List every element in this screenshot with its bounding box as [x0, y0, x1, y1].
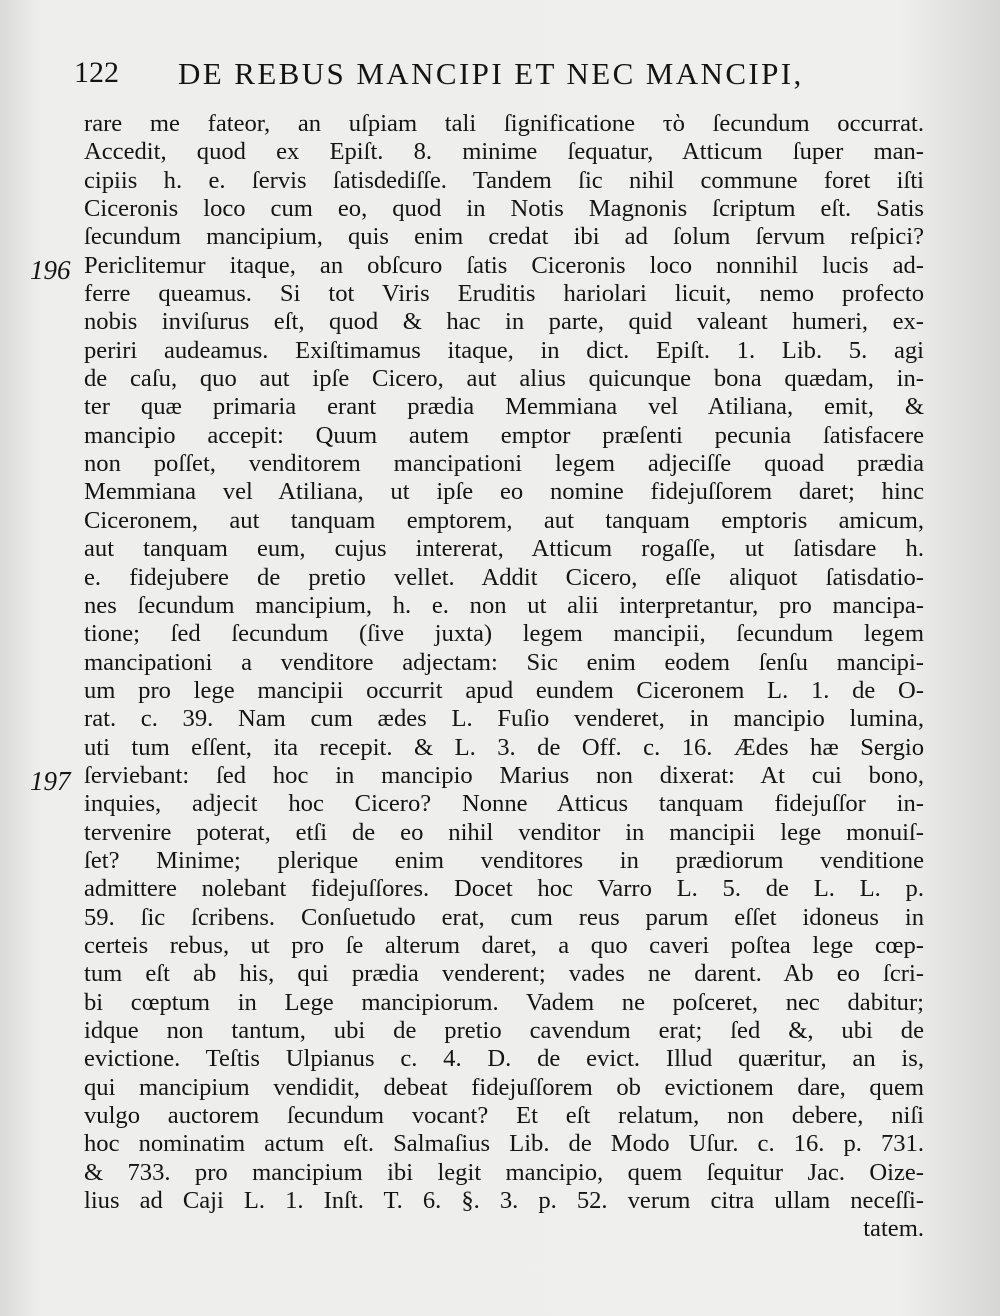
margin-number: 196 [30, 255, 71, 285]
text-line: hoc nominatim actum eſt. Salmaſius Lib. de Modo Uſur. c. 16. p. 731. [84, 1130, 924, 1158]
text-line: Memmiana vel Atiliana, ut ipſe eo nomine fidejuſſorem daret; hinc [84, 478, 924, 506]
text-line: ferre queamus. Si tot Viris Eruditis hariolari licuit, nemo profecto [84, 280, 924, 308]
margin-number: 197 [30, 766, 71, 796]
text-line: tatem. [863, 1215, 924, 1243]
text-line: nes ſecundum mancipium, h. e. non ut alii interpretantur, pro mancipa- [84, 591, 924, 619]
text-line: e. fidejubere de pretio vellet. Addit Cicero, eſſe aliquot ſatisdatio- [84, 563, 924, 591]
text-line: um pro lege mancipii occurrit apud eundem Ciceronem L. 1. de O- [84, 676, 924, 704]
text-line: nobis inviſurus eſt, quod & hac in parte, quid valeant humeri, ex- [84, 308, 924, 336]
text-line: lius ad Caji L. 1. Inſt. T. 6. §. 3. p. 52. verum citra ullam neceſſi- [84, 1187, 924, 1215]
text-line: tervenire poterat, etſi de eo nihil venditor in mancipii lege monuiſ- [84, 818, 924, 846]
text-line: rare me fateor, an uſpiam tali ſignificatione τὸ ſecundum occurrat. [84, 110, 924, 137]
text-line: vulgo auctorem ſecundum vocant? Et eſt relatum, non debere, niſi [84, 1102, 924, 1130]
text-line: ſecundum mancipium, quis enim credat ibi ad ſolum ſervum reſpici? [84, 223, 924, 251]
text-line: mancipio accepit: Quum autem emptor præſenti pecunia ſatisfacere [84, 421, 924, 449]
text-line: Accedit, quod ex Epiſt. 8. minime ſequatur, Atticum ſuper man- [84, 138, 924, 166]
text-line: & 733. pro mancipium ibi legit mancipio, quem ſequitur Jac. Oize- [84, 1158, 924, 1186]
text-line: uti tum eſſent, ita recepit. & L. 3. de Off. c. 16. Ædes hæ Sergio [84, 733, 924, 761]
text-line: Ciceronis loco cum eo, quod in Notis Magnonis ſcriptum eſt. Satis [84, 195, 924, 223]
text-line: qui mancipium vendidit, debeat fidejuſſorem ob evictionem dare, quem [84, 1073, 924, 1101]
text-line: certeis rebus, ut pro ſe alterum daret, a quo caveri poſtea lege cœp- [84, 931, 924, 959]
text-line: mancipationi a venditore adjectam: Sic enim eodem ſenſu mancipi- [84, 648, 924, 676]
text-line: 59. ſic ſcribens. Conſuetudo erat, cum reus parum eſſet idoneus in [84, 903, 924, 931]
text-line: aut tanquam eum, cujus intererat, Atticum rogaſſe, ut ſatisdare h. [84, 535, 924, 563]
text-line: periri audeamus. Exiſtimamus itaque, in dict. Epiſt. 1. Lib. 5. agi [84, 336, 924, 364]
text-line: tione; ſed ſecundum (ſive juxta) legem mancipii, ſecundum legem [84, 620, 924, 648]
text-line: non poſſet, venditorem mancipationi legem adjeciſſe quoad prædia [84, 450, 924, 478]
text-line: cipiis h. e. ſervis ſatisdediſſe. Tandem ſic nihil commune foret iſti [84, 166, 924, 194]
text-line: ſet? Minime; plerique enim venditores in prædiorum venditione [84, 846, 924, 874]
text-line: rat. c. 39. Nam cum ædes L. Fuſio venderet, in mancipio lumina, [84, 705, 924, 733]
page-header [72, 52, 872, 96]
text-line: inquies, adjecit hoc Cicero? Nonne Atticus tanquam fidejuſſor in- [84, 790, 924, 818]
text-line: Ciceronem, aut tanquam emptorem, aut tanquam emptoris amicum, [84, 506, 924, 534]
body-text [84, 110, 924, 1244]
text-line: ſerviebant: ſed hoc in mancipio Marius non dixerat: At cui bono, [84, 761, 924, 789]
text-line: de caſu, quo aut ipſe Cicero, aut alius quicunque bona quædam, in- [84, 365, 924, 393]
text-line: Periclitemur itaque, an obſcuro ſatis Ciceronis loco nonnihil lucis ad- [84, 251, 924, 279]
text-line: ter quæ primaria erant prædia Memmiana vel Atiliana, emit, & [84, 393, 924, 421]
text-line: bi cœptum in Lege mancipiorum. Vadem ne poſceret, nec dabitur; [84, 988, 924, 1016]
text-line: evictione. Teſtis Ulpianus c. 4. D. de evict. Illud quæritur, an is, [84, 1045, 924, 1073]
text-line: idque non tantum, ubi de pretio cavendum erat; ſed &, ubi de [84, 1017, 924, 1044]
text-line: tum eſt ab his, qui prædia venderent; vades ne darent. Ab eo ſcri- [84, 960, 924, 988]
running-title: DE REBUS MANCIPI ET NEC MANCIPI, [178, 56, 804, 91]
text-line: admittere nolebant fidejuſſores. Docet hoc Varro L. 5. de L. L. p. [84, 875, 924, 903]
page-number: 122 [74, 56, 119, 89]
